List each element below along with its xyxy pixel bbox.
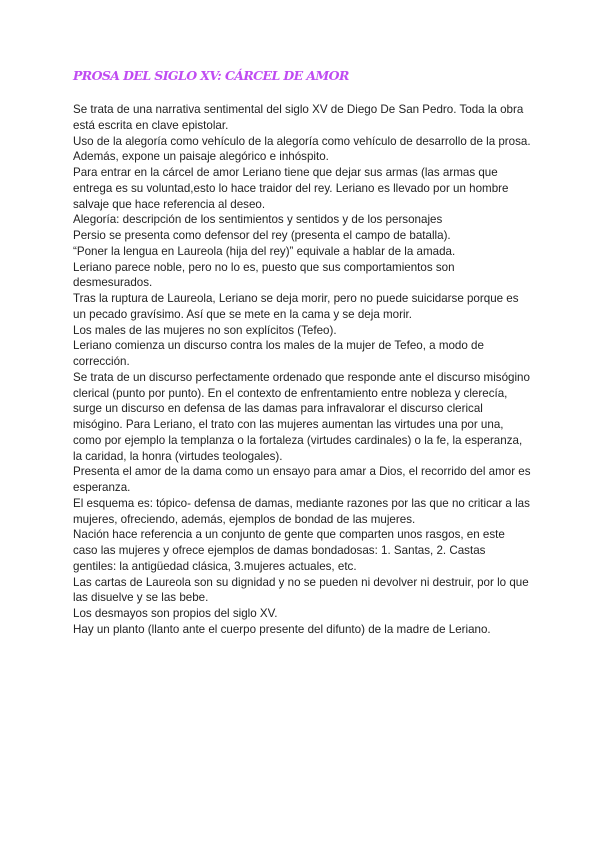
paragraph: Hay un planto (llanto ante el cuerpo presente del difunto) de la madre de Leriano.: [73, 622, 491, 636]
paragraph: El esquema es: tópico- defensa de damas, mediante razones por las que no criticar a las mujeres, ofreciendo, además, ejemplos de bondad de las mujeres.: [73, 496, 530, 526]
paragraph: Se trata de una narrativa sentimental del siglo XV de Diego De San Pedro. Toda la obra está escrita en clave epistolar.: [73, 103, 524, 132]
paragraph: Persio se presenta como defensor del rey (presenta el campo de batalla).: [73, 229, 451, 242]
paragraph: Los males de las mujeres no son explícitos (Tefeo).: [73, 323, 337, 337]
paragraph: Leriano parece noble, pero no lo es, puesto que sus comportamientos son desmesurados.: [73, 260, 455, 290]
paragraph: Las cartas de Laureola son su dignidad y no se pueden ni devolver ni destruir, por lo que las disuelve y se las bebe.: [73, 575, 529, 605]
paragraph: Para entrar en la cárcel de amor Leriano tiene que dejar sus armas (las armas que entrega es su voluntad,esto lo hace traidor del rey. Leriano es llevado por un hombre salvaje que hace referencia al deseo.: [73, 166, 509, 211]
paragraph: Alegoría: descripción de los sentimientos y sentidos y de los personajes: [73, 213, 443, 227]
paragraph: Nación hace referencia a un conjunto de gente que comparten unos rasgos, en este caso las mujeres y ofrece ejemplos de damas bondadosas: 1. Santas, 2. Castas gentiles: la antigüedad clásica, 3.mujeres actuales, etc.: [73, 528, 505, 573]
paragraph: Presenta el amor de la dama como un ensayo para amar a Dios, el recorrido del amor es esperanza.: [73, 465, 531, 494]
paragraph: Tras la ruptura de Laureola, Leriano se deja morir, pero no puede suicidarse porque es un pecado gravísimo. Así que se mete en la cama y se deja morir.: [73, 292, 519, 321]
paragraph: Se trata de un discurso perfectamente ordenado que responde ante el discurso misógino clerical (punto por punto). En el contexto de enfrentamiento entre nobleza y clerecía, surge un discurso en defensa de las damas para infravalorar el discurso clerical misógino. Para Leriano, el trato con las mujeres aumentan las virtudes una por una, como por ejemplo la templanza o la fortaleza (virtudes cardinales) o la fe, la esperanza, la caridad, la honra (virtudes teologales).: [73, 370, 530, 463]
paragraph: Los desmayos son propios del siglo XV.: [73, 607, 278, 620]
document-body: [73, 102, 531, 638]
paragraph: Leriano comienza un discurso contra los males de la mujer de Tefeo, a modo de corrección.: [73, 339, 484, 368]
paragraph: “Poner la lengua en Laureola (hija del rey)” equivale a hablar de la amada.: [73, 244, 456, 258]
document-title: PROSA DEL SIGLO XV: CÁRCEL DE AMOR: [73, 68, 349, 83]
paragraph: Uso de la alegoría como vehículo de la alegoría como vehículo de desarrollo de la prosa. Además, expone un paisaje alegórico e inhóspito.: [73, 134, 531, 164]
